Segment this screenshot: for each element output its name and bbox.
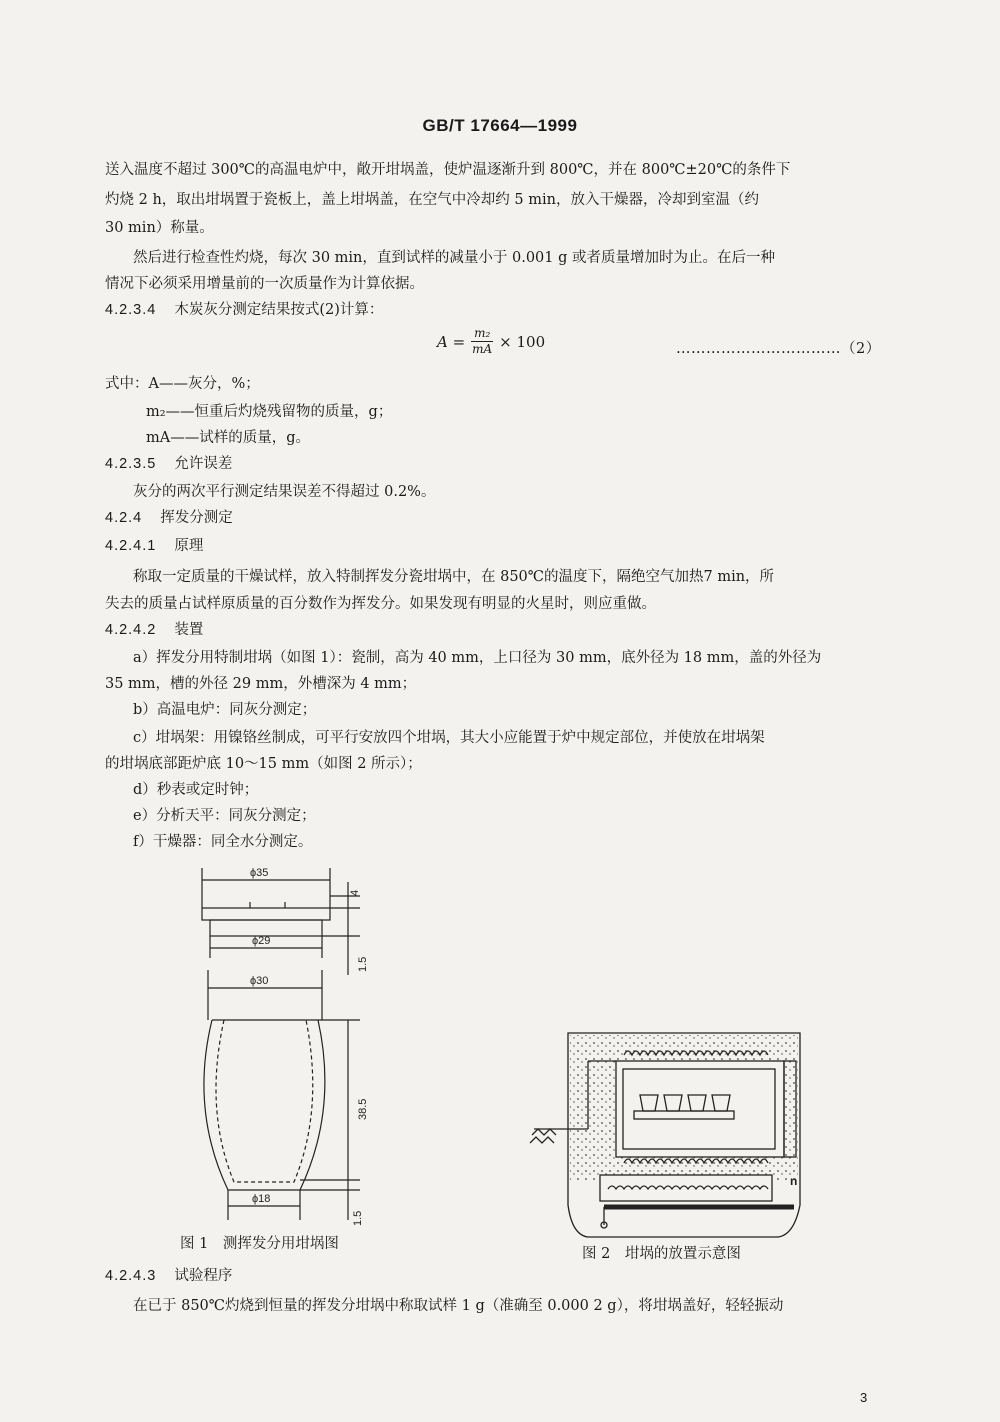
formula-rhs: × 100	[499, 332, 546, 351]
list-item-a-cont: 35 mm，槽的外径 29 mm，外槽深为 4 mm；	[105, 676, 417, 692]
list-item-e: e）分析天平：同灰分测定；	[133, 808, 316, 824]
page-number: 3	[860, 1390, 868, 1405]
formula-denominator: mA	[472, 342, 493, 356]
list-item-b: b）高温电炉：同灰分测定；	[133, 702, 317, 718]
dim-d35: ϕ35	[250, 867, 269, 879]
paragraph-line: 失去的质量占试样原质量的百分数作为挥发分。如果发现有明显的火星时，则应重做。	[105, 596, 656, 612]
dim-h15a: 1.5	[357, 956, 369, 972]
paragraph-line: 在已于 850℃灼烧到恒量的挥发分坩埚中称取试样 1 g（准确至 0.000 2 g），将坩埚盖好，轻轻振动	[133, 1298, 784, 1314]
paragraph-line: 灼烧 2 h，取出坩埚置于瓷板上，盖上坩埚盖，在空气中冷却约 5 min，放入干燥器，冷却到室温（约	[105, 192, 759, 208]
section-4235	[105, 454, 232, 474]
list-item-f: f）干燥器：同全水分测定。	[133, 834, 313, 850]
list-item-c-cont: 的坩埚底部距炉底 10～15 mm（如图 2 所示）；	[105, 756, 422, 772]
list-item-c: c）坩埚架：用镍铬丝制成，可平行安放四个坩埚，其大小应能置于炉中规定部位，并使放在坩埚架	[133, 730, 765, 746]
figure-1-caption: 图 1 测挥发分用坩埚图	[180, 1236, 339, 1252]
paragraph-line: 情况下必须采用增量前的一次质量作为计算依据。	[105, 276, 424, 292]
section-number: 4.2.4	[105, 510, 143, 526]
list-item-d: d）秒表或定时钟；	[133, 782, 259, 798]
where-line: 式中：A——灰分，%；	[105, 376, 260, 392]
paragraph-line: 30 min）称量。	[105, 220, 214, 236]
section-number: 4.2.4.3	[105, 1268, 157, 1284]
figure-2-furnace-diagram	[528, 1025, 820, 1240]
section-number: 4.2.4.1	[105, 538, 157, 554]
section-4241	[105, 536, 203, 556]
standard-header: GB/T 17664—1999	[422, 116, 578, 135]
figure-1-crucible-drawing	[180, 860, 380, 1230]
dim-d29: ϕ29	[252, 935, 271, 947]
section-number: 4.2.3.5	[105, 456, 157, 472]
dim-h15b: 1.5	[352, 1210, 364, 1226]
dim-h385: 38.5	[357, 1098, 369, 1120]
section-title: 装置	[174, 622, 204, 638]
list-item-a: a）挥发分用特制坩埚（如图 1）：瓷制，高为 40 mm，上口径为 30 mm，底外径为 18 mm，盖的外径为	[133, 650, 822, 666]
formula-lhs: A =	[437, 332, 466, 351]
section-4234	[105, 300, 383, 320]
paragraph-line: 然后进行检查性灼烧，每次 30 min，直到试样的减量小于 0.001 g 或者质量增加时为止。在后一种	[133, 250, 776, 266]
dim-d18: ϕ18	[252, 1193, 271, 1205]
figure-2-caption: 图 2 坩埚的放置示意图	[582, 1246, 741, 1262]
section-424	[105, 508, 233, 528]
section-4243	[105, 1266, 232, 1286]
section-title: 原理	[174, 538, 204, 554]
section-title: 挥发分测定	[160, 510, 233, 526]
svg-text:n: n	[790, 1174, 798, 1188]
where-line: mA——试样的质量，g。	[146, 430, 311, 446]
paragraph-line: 称取一定质量的干燥试样，放入特制挥发分瓷坩埚中，在 850℃的温度下，隔绝空气加热7 min，所	[133, 569, 775, 585]
section-title: 木炭灰分测定结果按式(2)计算：	[174, 302, 384, 318]
where-line: m₂——恒重后灼烧残留物的质量，g；	[146, 404, 393, 420]
section-title: 允许误差	[174, 456, 233, 472]
formula-2	[437, 327, 545, 356]
formula-fraction	[471, 327, 493, 356]
formula-numerator: m₂	[474, 326, 491, 340]
paragraph-line: 灰分的两次平行测定结果误差不得超过 0.2%。	[133, 484, 436, 500]
dim-h4: 4	[349, 889, 361, 896]
section-number: 4.2.4.2	[105, 622, 157, 638]
section-title: 试验程序	[174, 1268, 233, 1284]
paragraph-line: 送入温度不超过 300℃的高温电炉中，敞开坩埚盖，使炉温逐渐升到 800℃，并在 800℃±20℃的条件下	[105, 162, 791, 178]
dim-d30: ϕ30	[250, 975, 269, 987]
section-4242	[105, 620, 203, 640]
equation-number: ……………………………（2）	[676, 341, 881, 357]
section-number: 4.2.3.4	[105, 302, 157, 318]
